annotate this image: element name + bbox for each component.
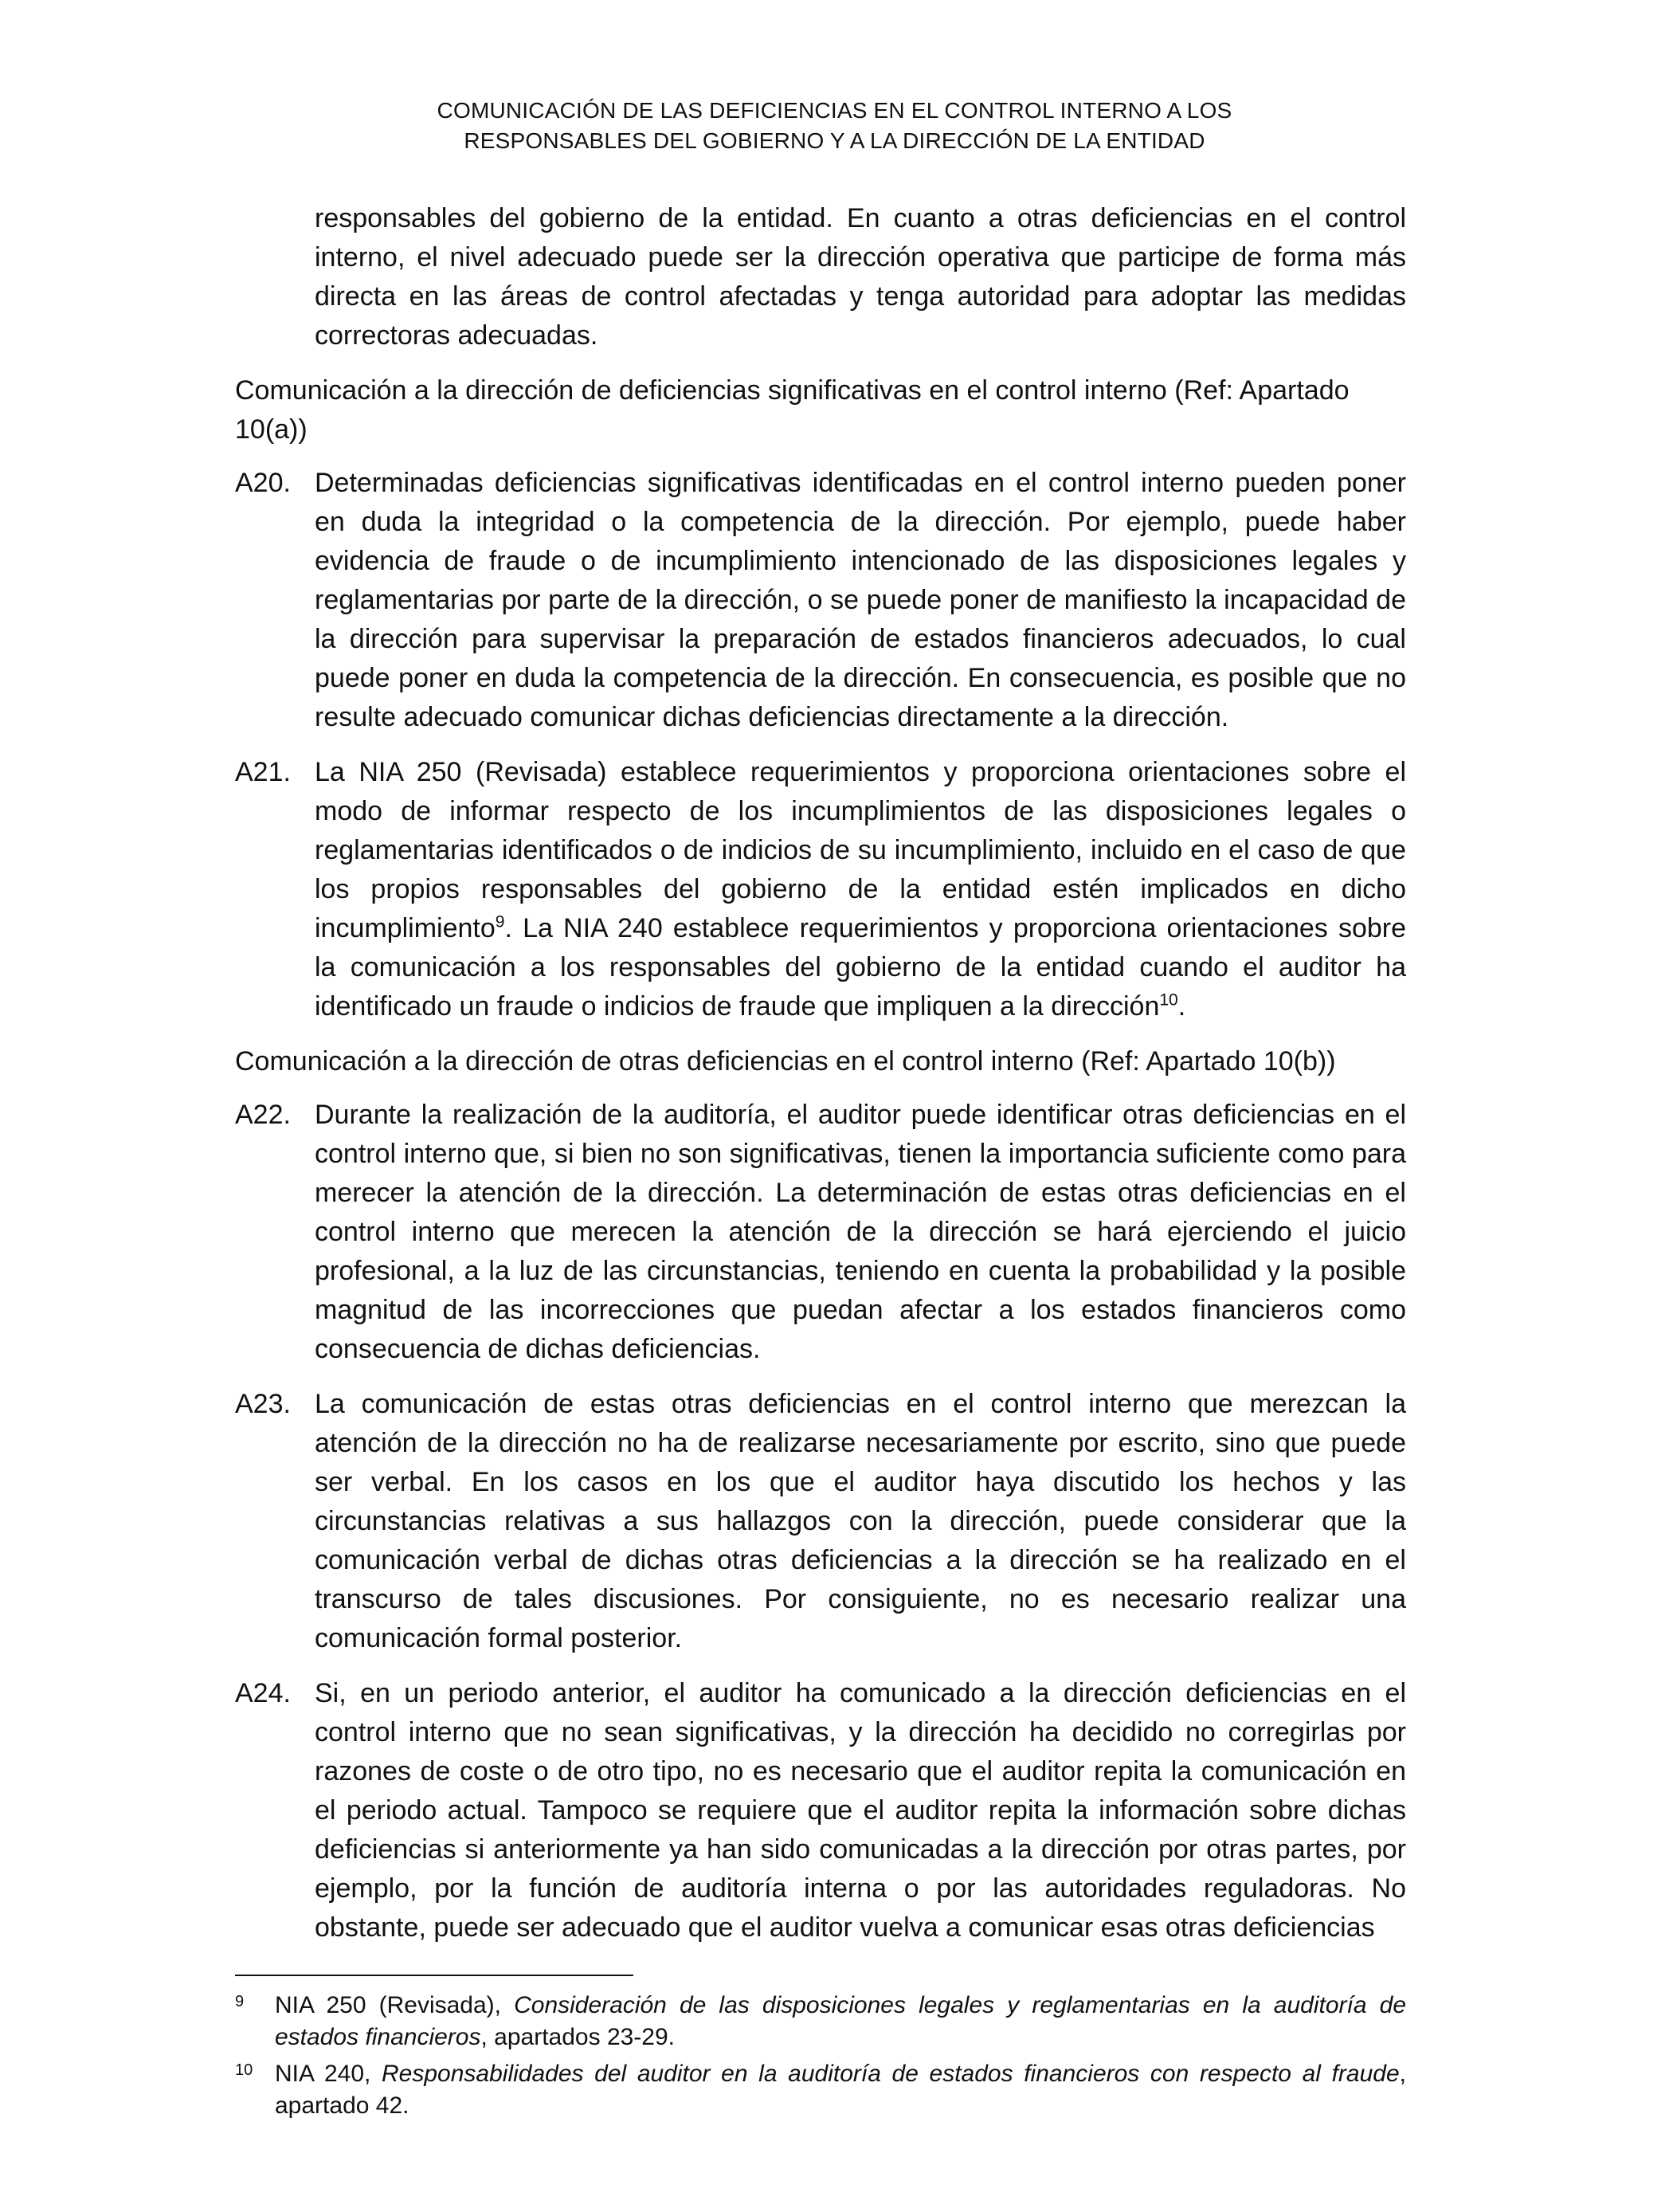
footnote-reference-9[interactable]: 9 (495, 912, 505, 931)
paragraph-text (315, 753, 1406, 1026)
continuation-paragraph: responsables del gobierno de la entidad. En cuanto a otras deficiencias en el control interno, el nivel adecuado puede ser la dirección operativa que participe de forma más directa en las áreas de control afectadas y tenga autoridad para adoptar las medidas correctoras adecuadas. (315, 203, 1406, 351)
paragraph-a21 (235, 753, 1406, 1026)
footnote-suffix: , apartado 42. (275, 2061, 1407, 2119)
header-line-2: RESPONSABLES DEL GOBIERNO Y A LA DIRECCIÓN DE LA ENTIDAD (464, 128, 1205, 153)
paragraph-a24 (235, 1674, 1406, 1947)
footnote-text (275, 1990, 1406, 2053)
body-content (235, 199, 1406, 1963)
paragraph-number: A20. (235, 468, 291, 498)
section-heading-significant: Comunicación a la dirección de deficiencias significativas en el control interno (Ref: Apartado 10(a)) (235, 375, 1350, 445)
footnote-number: 9 (235, 1993, 245, 2010)
footnotes (235, 1990, 1406, 2127)
footnote-title: Consideración de las disposiciones legales y reglamentarias en la auditoría de estados financieros (275, 1992, 1407, 2050)
paragraph-text: Durante la realización de la auditoría, el auditor puede identificar otras deficiencias en el control interno que, si bien no son significativas, tienen la importancia suficiente como para merecer la atención de la dirección. La determinación de estas otras deficiencias en el control interno que merecen la atención de la dirección se hará ejerciendo el juicio profesional, a la luz de las circunstancias, teniendo en cuenta la probabilidad y la posible magnitud de las incorrecciones que puedan afectar a los estados financieros como consecuencia de dichas deficiencias. (315, 1100, 1406, 1364)
paragraph-number: A24. (235, 1678, 291, 1708)
paragraph-text: La comunicación de estas otras deficiencias en el control interno que merezcan la atención de la dirección no ha de realizarse necesariamente por escrito, sino que puede ser verbal. En los casos en los que el auditor haya discutido los hechos y las circunstancias relativas a sus hallazgos con la dirección, puede considerar que la comunicación verbal de dichas otras deficiencias a la dirección se ha realizado en el transcurso de tales discusiones. Por consiguiente, no es necesario realizar una comunicación formal posterior. (315, 1389, 1406, 1653)
paragraph-a23 (235, 1385, 1406, 1658)
footnote-number: 10 (235, 2061, 253, 2079)
text-segment: La NIA 250 (Revisada) establece requerimientos y proporciona orientaciones sobre el modo de informar respecto de los incumplimientos de las disposiciones legales o reglamentarias identificados o de indicios de su incumplimiento, incluido en el caso de que los propios responsables del gobierno de la entidad estén implicados en dicho incumplimiento (315, 757, 1406, 943)
footnote-title: Responsabilidades del auditor en la auditoría de estados financieros con respecto al fraude (382, 2061, 1400, 2087)
footnote-9 (235, 1990, 1406, 2053)
header-line-1: COMUNICACIÓN DE LAS DEFICIENCIAS EN EL CONTROL INTERNO A LOS (437, 98, 1232, 123)
paragraph-text: Si, en un periodo anterior, el auditor ha comunicado a la dirección deficiencias en el control interno que no sean significativas, y la dirección ha decidido no corregirlas por razones de coste o de otro tipo, no es necesario que el auditor repita la comunicación en el periodo actual. Tampoco se requiere que el auditor repita la información sobre dichas deficiencias si anteriormente ya han sido comunicadas a la dirección por otras partes, por ejemplo, por la función de auditoría interna o por las autoridades reguladoras. No obstante, puede ser adecuado que el auditor vuelva a comunicar esas otras deficiencias (315, 1678, 1406, 1943)
section-heading-other: Comunicación a la dirección de otras deficiencias en el control interno (Ref: Apartado 10(b)) (235, 1046, 1336, 1077)
paragraph-a20 (235, 464, 1406, 737)
text-segment: . (1177, 991, 1186, 1022)
paragraph-number: A23. (235, 1389, 291, 1419)
footnote-prefix: NIA 250 (Revisada), (275, 1992, 515, 2018)
running-header (0, 96, 1669, 156)
text-segment: . La NIA 240 establece requerimientos y proporciona orientaciones sobre la comunicación a los responsables del gobierno de la entidad cuando el auditor ha identificado un fraude o indicios de fraude que impliquen a la dirección (315, 913, 1406, 1022)
paragraph-number: A21. (235, 757, 291, 787)
footnote-divider (235, 1975, 633, 1976)
footnote-prefix: NIA 240, (275, 2061, 382, 2087)
paragraph-number: A22. (235, 1100, 291, 1130)
paragraph-a22 (235, 1096, 1406, 1369)
footnote-suffix: , apartados 23-29. (480, 2024, 676, 2050)
paragraph-text: Determinadas deficiencias significativas identificadas en el control interno pueden poner en duda la integridad o la competencia de la dirección. Por ejemplo, puede haber evidencia de fraude o de incumplimiento intencionado de las disposiciones legales y reglamentarias por parte de la dirección, o se puede poner de manifiesto la incapacidad de la dirección para supervisar la preparación de estados financieros adecuados, lo cual puede poner en duda la competencia de la dirección. En consecuencia, es posible que no resulte adecuado comunicar dichas deficiencias directamente a la dirección. (315, 468, 1406, 732)
footnote-text (275, 2058, 1406, 2122)
footnote-10 (235, 2058, 1406, 2122)
footnote-reference-10[interactable]: 10 (1159, 990, 1178, 1010)
